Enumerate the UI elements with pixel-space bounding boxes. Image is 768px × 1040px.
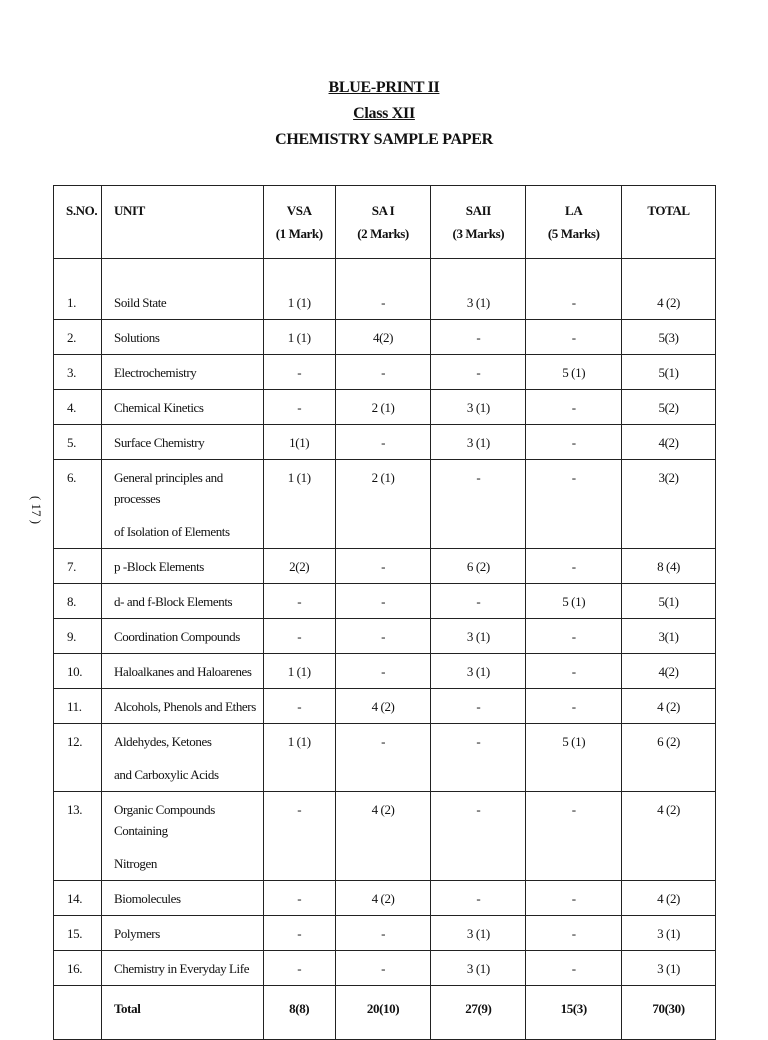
cell-sno: 10. [54, 654, 102, 689]
cell-unit [101, 724, 263, 792]
unit-line: of Isolation of Elements [113, 524, 230, 539]
unit-line: Electrochemistry [113, 365, 197, 380]
unit-line: Organic Compounds Containing [113, 802, 215, 838]
unit-line: Nitrogen [113, 856, 157, 871]
table-row [54, 355, 716, 390]
cell-total: 6 (2) [622, 724, 716, 792]
cell-total: 4 (2) [622, 792, 716, 881]
cell-sno: 13. [54, 792, 102, 881]
cell-sa2: 3 (1) [431, 654, 526, 689]
cell-total: 4(2) [622, 654, 716, 689]
cell-vsa: 1 (1) [263, 724, 335, 792]
cell-la: - [526, 549, 622, 584]
cell-la: - [526, 654, 622, 689]
cell-la: - [526, 792, 622, 881]
cell-unit [101, 460, 263, 549]
unit-line: p -Block Elements [113, 559, 204, 574]
total-vsa: 8(8) [263, 986, 335, 1040]
header-sa1: SA I (2 Marks) [335, 186, 431, 259]
cell-sa2: - [431, 881, 526, 916]
cell-unit [101, 425, 263, 460]
cell-total: 4 (2) [622, 689, 716, 724]
unit-line: Soild State [113, 295, 167, 310]
table-row [54, 460, 716, 549]
cell-sno: 5. [54, 425, 102, 460]
cell-total: 3(2) [622, 460, 716, 549]
table-row [54, 549, 716, 584]
cell-sa1: - [335, 549, 431, 584]
cell-unit [101, 390, 263, 425]
cell-unit [101, 689, 263, 724]
table-row [54, 689, 716, 724]
cell-unit [101, 916, 263, 951]
unit-line: General principles and processes [113, 470, 223, 506]
cell-la: - [526, 460, 622, 549]
cell-total: 3 (1) [622, 916, 716, 951]
cell-sa2: - [431, 792, 526, 881]
total-row [54, 986, 716, 1040]
cell-unit [101, 792, 263, 881]
total-la: 15(3) [526, 986, 622, 1040]
cell-vsa: - [263, 355, 335, 390]
cell-sno: 16. [54, 951, 102, 986]
cell-la: 5 (1) [526, 724, 622, 792]
cell-vsa: - [263, 881, 335, 916]
cell-total: 4 (2) [622, 881, 716, 916]
table-row [54, 320, 716, 355]
cell-vsa: 1(1) [263, 425, 335, 460]
cell-unit [101, 320, 263, 355]
cell-vsa: - [263, 584, 335, 619]
cell-la: - [526, 689, 622, 724]
cell-sa1: 4 (2) [335, 881, 431, 916]
cell-sa1: - [335, 654, 431, 689]
table-row [54, 951, 716, 986]
cell-vsa: 1 (1) [263, 654, 335, 689]
cell-sa2: 3 (1) [431, 259, 526, 320]
header-vsa: VSA (1 Mark) [263, 186, 335, 259]
cell-vsa: 2(2) [263, 549, 335, 584]
cell-la: 5 (1) [526, 584, 622, 619]
cell-la: - [526, 425, 622, 460]
cell-sno: 14. [54, 881, 102, 916]
cell-unit [101, 355, 263, 390]
cell-sa2: - [431, 689, 526, 724]
unit-line: d- and f-Block Elements [113, 594, 233, 609]
paper-title: CHEMISTRY SAMPLE PAPER [275, 131, 493, 148]
cell-sa2: - [431, 355, 526, 390]
unit-line: Solutions [113, 330, 160, 345]
cell-sa2: - [431, 460, 526, 549]
cell-vsa: 1 (1) [263, 460, 335, 549]
cell-sno: 11. [54, 689, 102, 724]
cell-sno: 6. [54, 460, 102, 549]
cell-sno: 15. [54, 916, 102, 951]
table-header-row [54, 186, 716, 259]
cell-la: - [526, 951, 622, 986]
cell-sno: 12. [54, 724, 102, 792]
unit-line: Polymers [113, 926, 160, 941]
unit-line: and Carboxylic Acids [113, 767, 219, 782]
cell-unit [101, 881, 263, 916]
cell-unit [101, 654, 263, 689]
cell-sa2: 3 (1) [431, 951, 526, 986]
cell-sa2: - [431, 584, 526, 619]
cell-total: 4 (2) [622, 259, 716, 320]
table-row [54, 425, 716, 460]
cell-sno: 9. [54, 619, 102, 654]
cell-sa1: - [335, 355, 431, 390]
cell-total: 5(2) [622, 390, 716, 425]
cell-sa1: - [335, 584, 431, 619]
total-sa2: 27(9) [431, 986, 526, 1040]
cell-sa1: 4(2) [335, 320, 431, 355]
cell-la: - [526, 259, 622, 320]
cell-sno: 2. [54, 320, 102, 355]
table-body [54, 259, 716, 1040]
table-row [54, 916, 716, 951]
cell-vsa: - [263, 619, 335, 654]
cell-sa1: 2 (1) [335, 390, 431, 425]
cell-sa1: - [335, 916, 431, 951]
cell-la: - [526, 390, 622, 425]
cell-total: 5(1) [622, 355, 716, 390]
total-sno [54, 986, 102, 1040]
unit-line: Surface Chemistry [113, 435, 205, 450]
cell-total: 3 (1) [622, 951, 716, 986]
cell-vsa: - [263, 792, 335, 881]
cell-sa2: 3 (1) [431, 425, 526, 460]
cell-sno: 8. [54, 584, 102, 619]
cell-la: - [526, 916, 622, 951]
cell-sa2: 6 (2) [431, 549, 526, 584]
cell-la: - [526, 320, 622, 355]
cell-vsa: - [263, 390, 335, 425]
unit-line: Aldehydes, Ketones [113, 734, 212, 749]
header-unit: UNIT [101, 186, 263, 259]
cell-total: 5(1) [622, 584, 716, 619]
cell-unit [101, 584, 263, 619]
cell-sa2: 3 (1) [431, 390, 526, 425]
unit-line: Chemistry in Everyday Life [113, 961, 250, 976]
table-row [54, 584, 716, 619]
cell-la: 5 (1) [526, 355, 622, 390]
cell-vsa: - [263, 951, 335, 986]
cell-unit [101, 259, 263, 320]
cell-total: 5(3) [622, 320, 716, 355]
cell-sa1: - [335, 724, 431, 792]
cell-sa1: 4 (2) [335, 689, 431, 724]
cell-sa2: - [431, 320, 526, 355]
cell-sa1: - [335, 259, 431, 320]
document-header [0, 75, 768, 153]
cell-sa2: - [431, 724, 526, 792]
cell-sa1: 4 (2) [335, 792, 431, 881]
cell-sa1: - [335, 619, 431, 654]
cell-vsa: 1 (1) [263, 320, 335, 355]
cell-unit [101, 549, 263, 584]
table-row [54, 654, 716, 689]
cell-vsa: - [263, 689, 335, 724]
table-row [54, 792, 716, 881]
page-number: ( 17 ) [29, 495, 45, 525]
cell-total: 4(2) [622, 425, 716, 460]
cell-sa2: 3 (1) [431, 916, 526, 951]
blueprint-table [53, 185, 716, 1040]
table-row [54, 724, 716, 792]
table-row [54, 619, 716, 654]
blueprint-title: BLUE-PRINT II [328, 79, 440, 96]
cell-la: - [526, 881, 622, 916]
cell-la: - [526, 619, 622, 654]
unit-line: Haloalkanes and Haloarenes [113, 664, 252, 679]
unit-line: Biomolecules [113, 891, 181, 906]
cell-unit [101, 619, 263, 654]
cell-sa1: - [335, 951, 431, 986]
unit-line: Alcohols, Phenols and Ethers [113, 699, 256, 714]
header-total: TOTAL [622, 186, 716, 259]
cell-sno: 1. [54, 259, 102, 320]
table-row [54, 390, 716, 425]
cell-total: 8 (4) [622, 549, 716, 584]
unit-line: Chemical Kinetics [113, 400, 204, 415]
total-sa1: 20(10) [335, 986, 431, 1040]
cell-sno: 4. [54, 390, 102, 425]
table-row [54, 259, 716, 320]
cell-vsa: - [263, 916, 335, 951]
cell-sa2: 3 (1) [431, 619, 526, 654]
cell-sno: 7. [54, 549, 102, 584]
header-sno: S.NO. [54, 186, 102, 259]
cell-unit [101, 951, 263, 986]
header-la: LA (5 Marks) [526, 186, 622, 259]
unit-line: Coordination Compounds [113, 629, 240, 644]
class-title: Class XII [353, 105, 415, 122]
cell-vsa: 1 (1) [263, 259, 335, 320]
cell-sa1: 2 (1) [335, 460, 431, 549]
cell-total: 3(1) [622, 619, 716, 654]
table-row [54, 881, 716, 916]
total-total: 70(30) [622, 986, 716, 1040]
cell-sno: 3. [54, 355, 102, 390]
total-label: Total [101, 986, 263, 1040]
header-sa2: SAII (3 Marks) [431, 186, 526, 259]
cell-sa1: - [335, 425, 431, 460]
